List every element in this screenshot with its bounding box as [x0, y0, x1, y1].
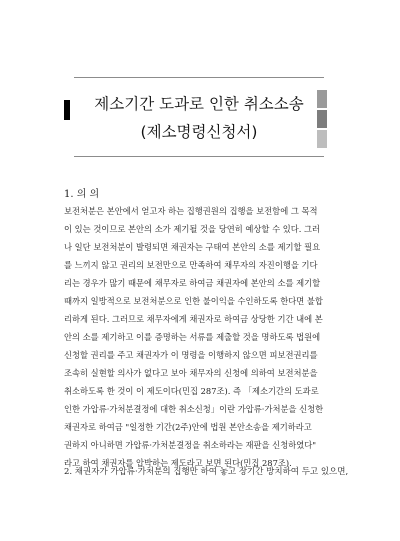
title-box — [74, 77, 324, 157]
right-marker-bar — [317, 130, 327, 148]
document-subtitle: (제소명령신청서) — [140, 123, 258, 141]
paragraph-line: 취소하도록 한 것이 이 제도이다(민집 287조). 즉 「제소기간의 도과로 — [64, 386, 319, 396]
paragraph-line: 리하게 된다. 그러므로 채무자에게 채권자로 하여금 상당한 기간 내에 본 — [64, 314, 323, 324]
paragraph-line: 인한 가압류·가처분결정에 대한 취소신청」이란 가압류·가처분을 신청한 — [64, 404, 324, 414]
section-1-heading: 1. 의 의 — [64, 189, 100, 200]
paragraph-line: 때까지 일방적으로 보전처분으로 인한 불이익을 수인하도록 한다면 불합 — [64, 296, 323, 306]
paragraph-line: 를 느끼지 않고 권리의 보전만으로 만족하여 채무자의 자진이행을 기다 — [64, 260, 318, 270]
paragraph-line: 안의 소를 제기하고 이를 증명하는 서류를 제출할 것을 명하도록 법원에 — [64, 332, 321, 342]
paragraph-line: 채권자로 하여금 "일정한 기간(2주)안에 법원 본안소송을 제기하라고 — [64, 422, 312, 432]
document-title: 제소기간 도과로 인한 취소소송 — [94, 95, 304, 113]
paragraph-line: 나 일단 보전처분이 발령되면 채권자는 구태여 본안의 소를 제기할 필요 — [64, 242, 321, 252]
paragraph-line: 신청할 권리를 주고 채권자가 이 명령을 이행하지 않으면 피보전권리를 — [64, 350, 318, 360]
right-marker-bar — [317, 110, 327, 128]
paragraph-line: 조속히 실현할 의사가 없다고 보아 채무자의 신청에 의하여 보전처분을 — [64, 368, 318, 378]
title-left-marker — [64, 100, 70, 120]
paragraph-line: 권하지 아니하면 가압류·가처분결정을 취소하라는 재판을 신청하였다" — [64, 440, 317, 450]
paragraph-line: 보전처분은 본안에서 얻고자 하는 집행권원의 집행을 보전함에 그 목적 — [64, 206, 318, 216]
title-right-markers — [317, 90, 329, 150]
paragraph-line: 라고 하여 채권자를 압박하는 제도라고 보면 된다(민집 287조). — [64, 458, 292, 468]
section-2-text: 2. 채권자가 가압류·가처분의 집행만 하여 놓고 장기간 방치하여 두고 있으면, — [64, 467, 349, 477]
paragraph-line: 리는 경우가 많기 때문에 채무자로 하여금 채권자에 본안의 소를 제기할 — [64, 278, 321, 288]
paragraph-line: 이 있는 것이므로 본안의 소가 제기될 것을 당연히 예상할 수 있다. 그러 — [64, 224, 321, 234]
right-marker-bar — [317, 90, 327, 108]
